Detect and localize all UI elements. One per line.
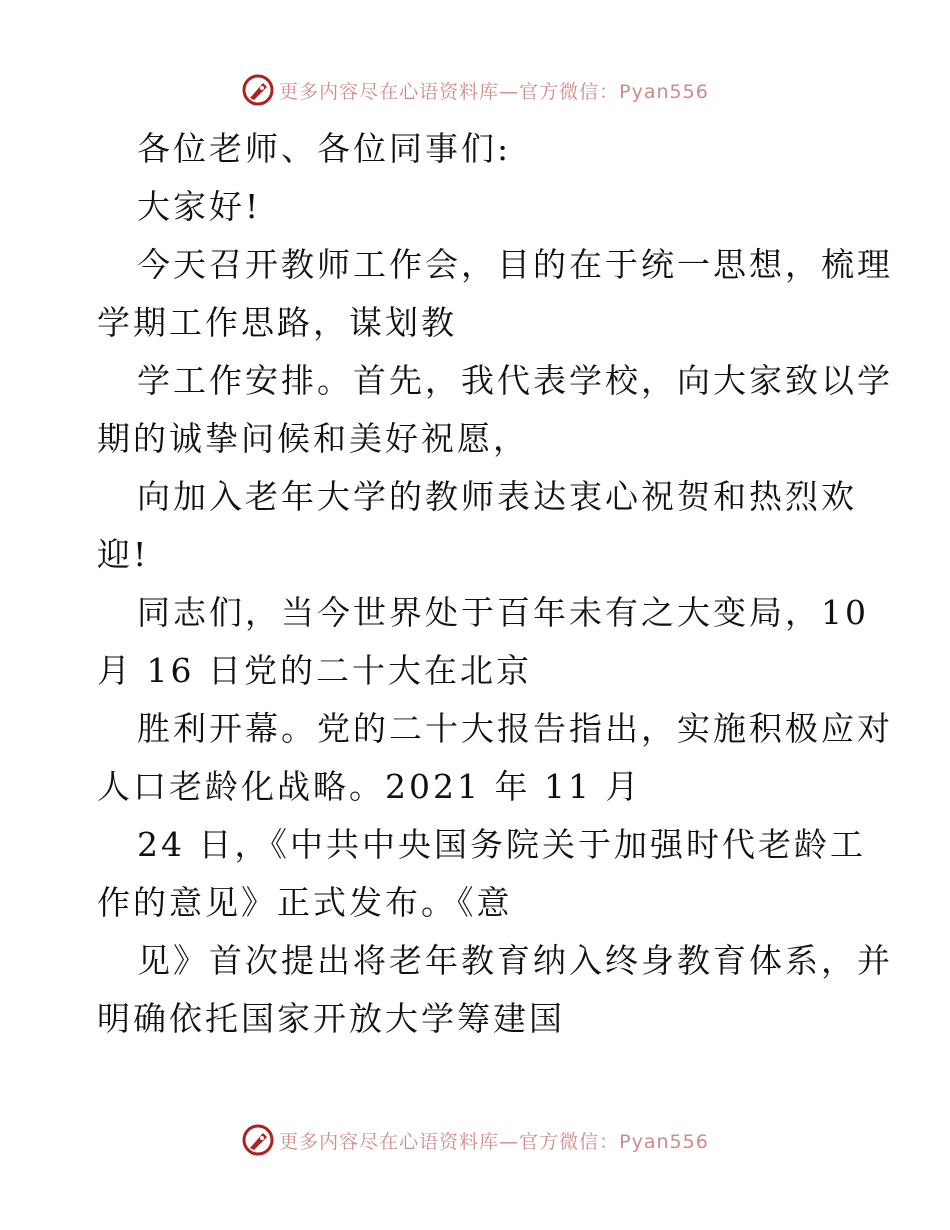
text-line: 迎! bbox=[97, 535, 150, 574]
text-line: 人口老龄化战略。2021 年 11 月 bbox=[97, 767, 642, 806]
text-line: 作的意见》正式发布。《意 bbox=[97, 883, 513, 922]
watermark-text: 更多内容尽在心语资料库—官方微信：Pyan556 bbox=[279, 1130, 709, 1153]
text-line: 大家好! bbox=[137, 187, 262, 226]
footer-watermark bbox=[0, 1120, 950, 1160]
text-line: 24 日，《中共中央国务院关于加强时代老龄工 bbox=[137, 825, 866, 864]
text-line: 向加入老年大学的教师表达衷心祝贺和热烈欢 bbox=[137, 477, 857, 516]
text-line: 学期工作思路，谋划教 bbox=[97, 303, 457, 342]
text-line: 月 16 日党的二十大在北京 bbox=[97, 651, 532, 690]
text-line: 今天召开教师工作会，目的在于统一思想，梳理 bbox=[137, 245, 893, 284]
text-line: 见》首次提出将老年教育纳入终身教育体系，并 bbox=[137, 941, 893, 980]
watermark-text: 更多内容尽在心语资料库—官方微信：Pyan556 bbox=[279, 80, 709, 103]
text-line: 各位老师、各位同事们: bbox=[137, 129, 512, 168]
header-watermark bbox=[0, 70, 950, 110]
text-line: 胜利开幕。党的二十大报告指出，实施积极应对 bbox=[137, 709, 893, 748]
pen-nib-logo-icon bbox=[241, 1123, 275, 1157]
pen-nib-logo-icon bbox=[241, 73, 275, 107]
text-line: 学工作安排。首先，我代表学校，向大家致以学 bbox=[137, 361, 893, 400]
document-body bbox=[97, 120, 893, 1048]
text-line: 期的诚挚问候和美好祝愿， bbox=[97, 419, 529, 458]
text-line: 明确依托国家开放大学筹建国 bbox=[97, 999, 565, 1038]
text-line: 同志们，当今世界处于百年未有之大变局，10 bbox=[137, 593, 869, 632]
